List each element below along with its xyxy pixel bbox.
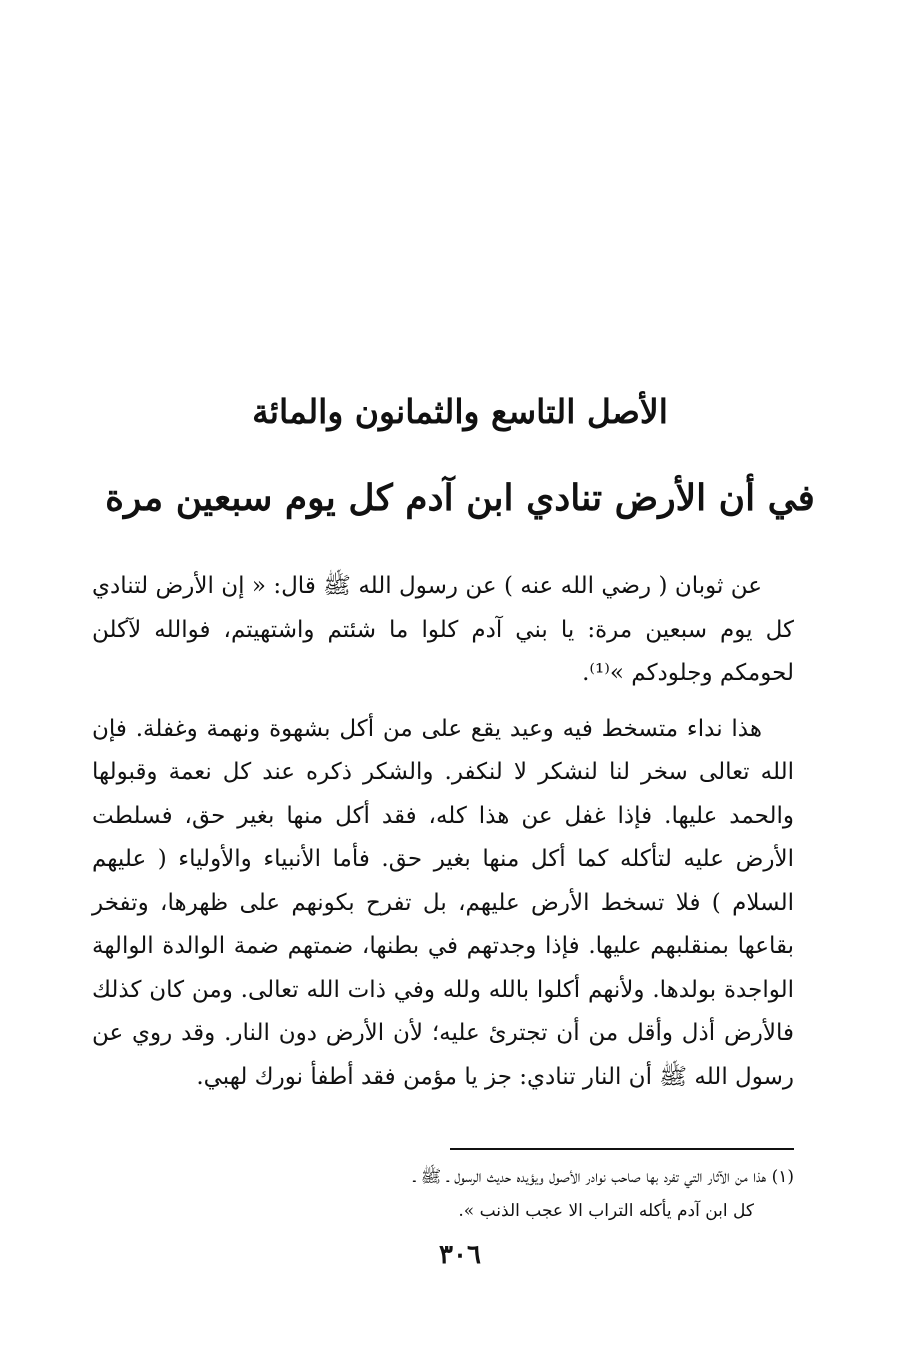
footnote-separator: [450, 1148, 794, 1150]
footnote-line-1: (١) هذا من الآثار التي تفرد بها صاحب نوادر الأصول ويؤيده حديث الرسول ـ ﷺ ـ: [413, 1167, 794, 1187]
chapter-title: الأصل التاسع والثمانون والمائة: [252, 392, 668, 431]
paragraph-hadith: عن ثوبان ( رضي الله عنه ) عن رسول الله ﷺ قال: « إن الأرض لتنادي كل يوم سبعين مرة: يا بني آدم كلوا ما شئتم واشتهيتم، فوالله لآكلن لحومكم وجلودكم »⁽¹⁾.: [92, 573, 794, 686]
body-text: [92, 565, 794, 1099]
footnote: [92, 1160, 794, 1228]
chapter-subtitle: في أن الأرض تنادي ابن آدم كل يوم سبعين مرة: [105, 477, 815, 519]
paragraph-commentary: هذا نداء متسخط فيه وعيد يقع على من أكل بشهوة ونهمة وغفلة. فإن الله تعالى سخر لنا لنشكر لا لنكفر. والشكر ذكره عند كل نعمة وقبولها والحمد عليها. فإذا غفل عن هذا كله، فقد أكل منها بغير حق، فسلطت الأرض عليه لتأكله كما أكل منها بغير حق. فأما الأنبياء والأولياء ( عليهم السلام ) فلا تسخط الأرض عليهم، بل تفرح بكونهم على ظهرها، وتفخر بقاعها بمنقلبهم عليها. فإذا وجدتهم في بطنها، ضمتهم ضمة الوالدة الوالهة الواجدة بولدها. ولأنهم أكلوا بالله ولله وفي ذات الله تعالى. ومن كان كذلك فالأرض أذل وأقل من أن تجترئ عليه؛ لأن الأرض دون النار. وقد روي عن رسول الله ﷺ أن النار تنادي: جز يا مؤمن فقد أطفأ نورك لهبي.: [92, 715, 794, 1090]
footnote-line-2: كل ابن آدم يأكله التراب الا عجب الذنب ».: [458, 1201, 754, 1221]
page-number: ٣٠٦: [439, 1240, 481, 1270]
